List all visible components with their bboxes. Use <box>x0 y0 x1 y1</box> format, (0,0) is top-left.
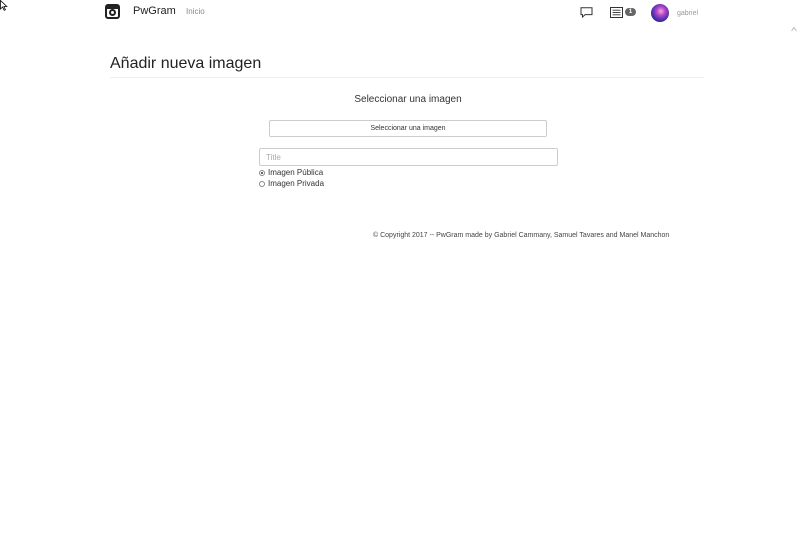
brand-link[interactable]: PwGram <box>133 5 176 17</box>
scroll-up-arrow-icon[interactable] <box>791 26 797 34</box>
instagram-logo-icon[interactable] <box>105 4 120 19</box>
radio-public[interactable] <box>259 170 265 176</box>
radio-private-label: Imagen Privada <box>268 179 325 188</box>
list-icon[interactable] <box>610 7 623 18</box>
page-title: Añadir nueva imagen <box>110 55 262 72</box>
radio-public-label: Imagen Pública <box>268 168 324 177</box>
select-image-label: Seleccionar una imagen <box>354 94 462 105</box>
notification-badge[interactable]: 1 <box>625 8 636 16</box>
title-divider <box>110 77 704 78</box>
chat-icon[interactable] <box>580 7 593 18</box>
username-link[interactable]: gabriel <box>677 10 699 17</box>
footer-copyright: © Copyright 2017 -- PwGram made by Gabriel Cammany, Samuel Tavares and Manel Manchon <box>373 232 670 239</box>
radio-public-option[interactable] <box>259 168 323 177</box>
title-input[interactable] <box>259 148 558 166</box>
navbar <box>0 0 800 26</box>
nav-link-inicio[interactable]: Inicio <box>186 7 205 16</box>
radio-private[interactable] <box>259 181 265 187</box>
select-image-button[interactable]: Seleccionar una imagen <box>269 120 547 137</box>
avatar[interactable] <box>651 4 669 22</box>
radio-private-option[interactable] <box>259 179 324 188</box>
